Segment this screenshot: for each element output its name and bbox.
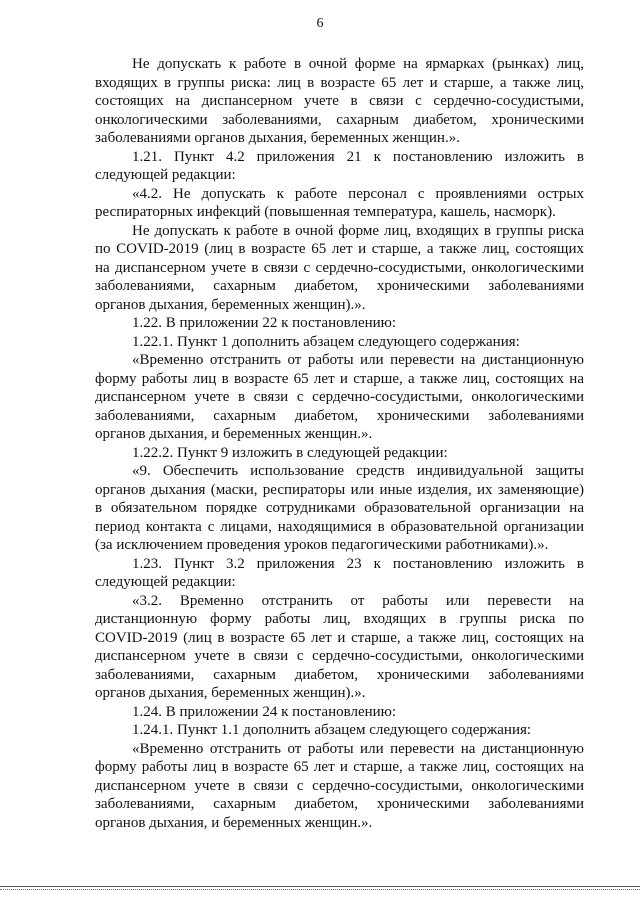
text-line: (за исключением проведения уроков педагогическими работниками).». [95, 537, 549, 553]
footer-divider [0, 886, 640, 887]
text-line: состоящих на диспансерном учете в связи с сердечно-сосудистыми, [95, 93, 584, 109]
text-line: заболеваниями, сахарным диабетом, хроническими заболеваниями [95, 407, 584, 424]
text-line: на диспансерном учете в связи с сердечно-сосудистыми, онкологическими [95, 259, 584, 276]
text-line: 1.23. Пункт 3.2 приложения 23 к постановлению изложить в [132, 555, 584, 572]
text-line: «3.2. Временно отстранить от работы или перевести на [132, 592, 584, 609]
text-line: «4.2. Не допускать к работе персонал с проявлениями острых [132, 185, 584, 202]
text-line: онкологическими заболеваниями, сахарным диабетом, хроническими [95, 111, 584, 128]
text-line: дистанционную форму работы лиц, входящих в группы риска по [95, 611, 584, 627]
text-line: 1.24. В приложении 24 к постановлению: [132, 703, 397, 720]
text-line: «Временно отстранить от работы или перевести на дистанционную [132, 352, 584, 368]
text-line: по COVID-2019 (лиц в возрасте 65 лет и старше, а также лиц, состоящих [95, 241, 584, 257]
text-line: диспансерном учете в связи с сердечно-сосудистыми, онкологическими [95, 648, 584, 664]
text-line: органов дыхания, беременных женщин).». [95, 296, 366, 313]
text-line: диспансерном учете в связи с сердечно-сосудистыми, онкологическими [95, 389, 584, 405]
footer-divider-dotted [0, 889, 640, 890]
text-line: «Временно отстранить от работы или перевести на дистанционную [132, 740, 584, 757]
text-line: респираторных инфекций (повышенная температура, кашель, насморк). [95, 204, 556, 220]
text-line: в обязательном порядке сотрудниками образовательной организации на [95, 500, 584, 516]
text-line: диспансерном учете в связи с сердечно-сосудистыми, онкологическими [95, 777, 584, 794]
text-line: 1.21. Пункт 4.2 приложения 21 к постановлению изложить в [132, 148, 584, 165]
text-line: 1.22.2. Пункт 9 изложить в следующей редакции: [132, 444, 448, 461]
page-number: 6 [316, 16, 324, 31]
text-line: заболеваниями, сахарным диабетом, хроническими заболеваниями [95, 278, 584, 294]
text-line: Не допускать к работе в очной форме лиц, входящих в группы риска [132, 222, 584, 239]
text-line: заболеваниями, сахарным диабетом, хроническими заболеваниями [95, 666, 584, 683]
text-line: органов дыхания, и беременных женщин.». [95, 426, 373, 442]
text-line: органов дыхания (маски, респираторы или иные изделия, их заменяющие) [95, 481, 584, 498]
text-line: органов дыхания, и беременных женщин.». [95, 814, 373, 831]
document-body [95, 55, 584, 832]
text-line: заболеваниями, сахарным диабетом, хроническими заболеваниями [95, 796, 584, 812]
text-line: следующей редакции: [95, 574, 236, 590]
text-line: форму работы лиц в возрасте 65 лет и старше, а также лиц, состоящих на [95, 370, 584, 387]
text-line: 1.22. В приложении 22 к постановлению: [132, 315, 397, 331]
text-line: 1.22.1. Пункт 1 дополнить абзацем следующего содержания: [132, 333, 520, 350]
text-line: заболеваниями органов дыхания, беременных женщин.». [95, 130, 460, 146]
text-line: форму работы лиц в возрасте 65 лет и старше, а также лиц, состоящих на [95, 759, 584, 775]
text-line: COVID-2019 (лиц в возрасте 65 лет и старше, а также лиц, состоящих на [95, 629, 584, 646]
text-line: «9. Обеспечить использование средств индивидуальной защиты [132, 463, 584, 479]
text-line: органов дыхания, беременных женщин).». [95, 685, 366, 701]
text-line: период контакта с лицами, находящимися в образовательной организации [95, 518, 584, 535]
text-line: следующей редакции: [95, 167, 236, 183]
text-line: 1.24.1. Пункт 1.1 дополнить абзацем следующего содержания: [132, 722, 532, 738]
text-line: Не допускать к работе в очной форме на ярмарках (рынках) лиц, [132, 56, 584, 72]
text-line: входящих в группы риска: лиц в возрасте 65 лет и старше, а также лиц, [95, 74, 584, 91]
